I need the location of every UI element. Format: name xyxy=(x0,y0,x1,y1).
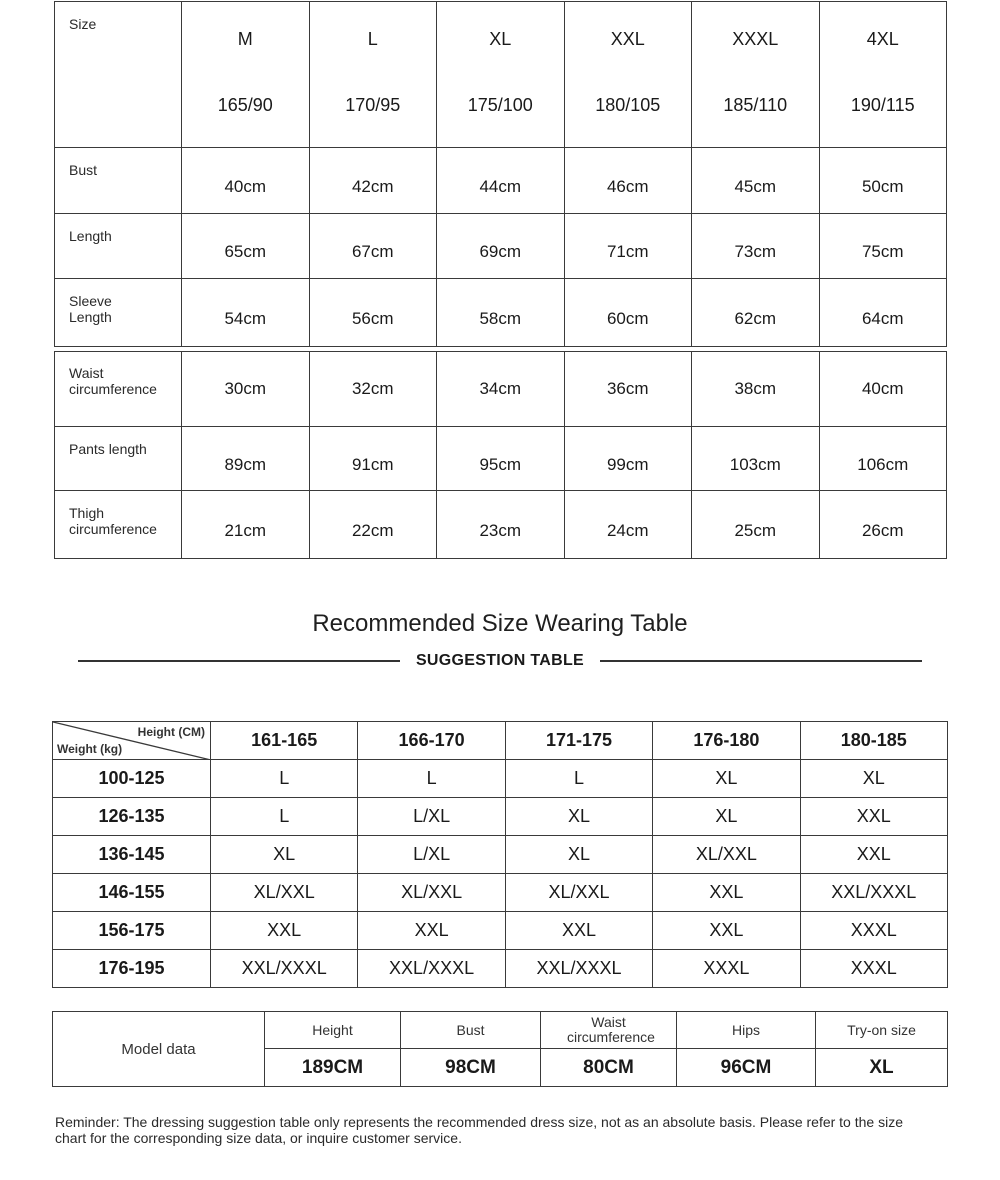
model-value: 189CM xyxy=(265,1049,401,1087)
cell-value: 106cm xyxy=(819,427,947,491)
size-measure: 170/95 xyxy=(345,95,401,115)
cell-value: 69cm xyxy=(437,214,565,279)
cell-value: 30cm xyxy=(182,352,310,427)
suggested-size: XXXL xyxy=(800,950,947,988)
suggested-size: XL/XXL xyxy=(653,836,800,874)
suggested-size: XXL xyxy=(211,912,358,950)
weight-range: 176-195 xyxy=(53,950,211,988)
cell-value: 99cm xyxy=(564,427,692,491)
model-data-label: Model data xyxy=(53,1012,265,1087)
model-header: Bust xyxy=(401,1012,541,1049)
cell-value: 40cm xyxy=(819,352,947,427)
height-header-row xyxy=(53,722,948,760)
suggested-size: XL xyxy=(211,836,358,874)
suggested-size: XXL/XXXL xyxy=(211,950,358,988)
size-column-xl xyxy=(437,2,565,148)
suggested-size: XL xyxy=(505,836,652,874)
weight-range: 146-155 xyxy=(53,874,211,912)
size-name: 4XL xyxy=(866,29,899,49)
cell-value: 64cm xyxy=(819,279,947,347)
suggested-size: XXL xyxy=(800,798,947,836)
table-row xyxy=(53,760,948,798)
size-column-4xl xyxy=(819,2,947,148)
size-chart-bottom-table xyxy=(54,351,947,559)
suggested-size: XL xyxy=(653,798,800,836)
suggested-size: XXL/XXXL xyxy=(505,950,652,988)
suggested-size: L/XL xyxy=(358,836,505,874)
suggested-size: L xyxy=(211,760,358,798)
suggested-size: XL xyxy=(800,760,947,798)
row-label: Thigh circumference xyxy=(55,491,182,559)
table-row xyxy=(53,950,948,988)
model-header-row xyxy=(53,1012,948,1049)
size-label: Size xyxy=(55,2,182,148)
suggested-size: L xyxy=(358,760,505,798)
height-axis-label: Height (CM) xyxy=(137,725,205,739)
suggested-size: XXXL xyxy=(800,912,947,950)
weight-range: 100-125 xyxy=(53,760,211,798)
suggested-size: XL/XXL xyxy=(505,874,652,912)
row-label: Waist circumference xyxy=(55,352,182,427)
model-value: XL xyxy=(816,1049,948,1087)
height-range: 180-185 xyxy=(800,722,947,760)
model-data-table xyxy=(52,1011,948,1087)
cell-value: 73cm xyxy=(692,214,820,279)
size-name: L xyxy=(367,29,378,49)
cell-value: 95cm xyxy=(437,427,565,491)
cell-value: 71cm xyxy=(564,214,692,279)
size-measure: 190/115 xyxy=(850,95,915,115)
suggested-size: L xyxy=(505,760,652,798)
weight-range: 126-135 xyxy=(53,798,211,836)
size-column-xxl xyxy=(564,2,692,148)
suggested-size: XXL xyxy=(653,874,800,912)
cell-value: 21cm xyxy=(182,491,310,559)
cell-value: 40cm xyxy=(182,148,310,214)
cell-value: 22cm xyxy=(309,491,437,559)
size-measure: 175/100 xyxy=(467,95,533,115)
cell-value: 44cm xyxy=(437,148,565,214)
suggested-size: XL xyxy=(505,798,652,836)
cell-value: 32cm xyxy=(309,352,437,427)
table-row xyxy=(53,874,948,912)
size-measure: 180/105 xyxy=(595,95,661,115)
suggested-size: XXL/XXXL xyxy=(358,950,505,988)
size-measure: 165/90 xyxy=(217,95,273,115)
size-column-m xyxy=(182,2,310,148)
pants-length-row xyxy=(55,427,947,491)
sleeve-length-row xyxy=(55,279,947,347)
model-header: Try-on size xyxy=(816,1012,948,1049)
cell-value: 50cm xyxy=(819,148,947,214)
thigh-row xyxy=(55,491,947,559)
weight-range: 136-145 xyxy=(53,836,211,874)
cell-value: 34cm xyxy=(437,352,565,427)
cell-value: 54cm xyxy=(182,279,310,347)
suggestion-table xyxy=(52,721,948,988)
waist-row xyxy=(55,352,947,427)
height-range: 161-165 xyxy=(211,722,358,760)
cell-value: 67cm xyxy=(309,214,437,279)
cell-value: 60cm xyxy=(564,279,692,347)
table-row xyxy=(53,798,948,836)
cell-value: 91cm xyxy=(309,427,437,491)
bust-row xyxy=(55,148,947,214)
suggested-size: XL xyxy=(653,760,800,798)
suggested-size: XL/XXL xyxy=(358,874,505,912)
cell-value: 103cm xyxy=(692,427,820,491)
cell-value: 58cm xyxy=(437,279,565,347)
cell-value: 46cm xyxy=(564,148,692,214)
size-column-xxxl xyxy=(692,2,820,148)
cell-value: 38cm xyxy=(692,352,820,427)
row-label: Bust xyxy=(55,148,182,214)
suggested-size: XXL xyxy=(505,912,652,950)
suggested-size: XL/XXL xyxy=(211,874,358,912)
size-chart-top-table xyxy=(54,1,947,347)
size-header-row xyxy=(55,2,947,148)
size-name: M xyxy=(237,29,253,49)
height-range: 166-170 xyxy=(358,722,505,760)
row-label: Sleeve Length xyxy=(55,279,182,347)
model-header: Hips xyxy=(677,1012,816,1049)
model-value: 98CM xyxy=(401,1049,541,1087)
size-column-l xyxy=(309,2,437,148)
diagonal-header-cell xyxy=(53,722,211,760)
size-measure: 185/110 xyxy=(723,95,788,115)
table-row xyxy=(53,836,948,874)
cell-value: 36cm xyxy=(564,352,692,427)
suggested-size: L/XL xyxy=(358,798,505,836)
cell-value: 89cm xyxy=(182,427,310,491)
suggestion-subtitle: SUGGESTION TABLE xyxy=(415,652,585,669)
weight-axis-label: Weight (kg) xyxy=(57,742,123,756)
size-name: XXL xyxy=(610,29,645,49)
cell-value: 25cm xyxy=(692,491,820,559)
suggested-size: XXL xyxy=(800,836,947,874)
model-header: Height xyxy=(265,1012,401,1049)
suggested-size: XXL xyxy=(653,912,800,950)
suggested-size: XXL/XXXL xyxy=(800,874,947,912)
recommended-title: Recommended Size Wearing Table xyxy=(312,610,688,637)
size-name: XL xyxy=(489,29,512,49)
suggested-size: XXXL xyxy=(653,950,800,988)
cell-value: 62cm xyxy=(692,279,820,347)
size-name: XXXL xyxy=(732,29,779,49)
cell-value: 75cm xyxy=(819,214,947,279)
weight-range: 156-175 xyxy=(53,912,211,950)
suggested-size: L xyxy=(211,798,358,836)
cell-value: 23cm xyxy=(437,491,565,559)
model-header: Waist circumference xyxy=(541,1012,677,1049)
divider-right xyxy=(600,660,922,662)
cell-value: 45cm xyxy=(692,148,820,214)
model-value: 96CM xyxy=(677,1049,816,1087)
model-value: 80CM xyxy=(541,1049,677,1087)
reminder-note: Reminder: The dressing suggestion table only represents the recommended dress size, not as an absolute basis. Please refer to the size chart for the corresponding size data, or inquire customer service. xyxy=(55,1114,903,1146)
row-label: Pants length xyxy=(55,427,182,491)
table-row xyxy=(53,912,948,950)
cell-value: 42cm xyxy=(309,148,437,214)
cell-value: 65cm xyxy=(182,214,310,279)
height-range: 171-175 xyxy=(505,722,652,760)
cell-value: 24cm xyxy=(564,491,692,559)
height-range: 176-180 xyxy=(653,722,800,760)
cell-value: 26cm xyxy=(819,491,947,559)
row-label: Length xyxy=(55,214,182,279)
length-row xyxy=(55,214,947,279)
suggested-size: XXL xyxy=(358,912,505,950)
cell-value: 56cm xyxy=(309,279,437,347)
